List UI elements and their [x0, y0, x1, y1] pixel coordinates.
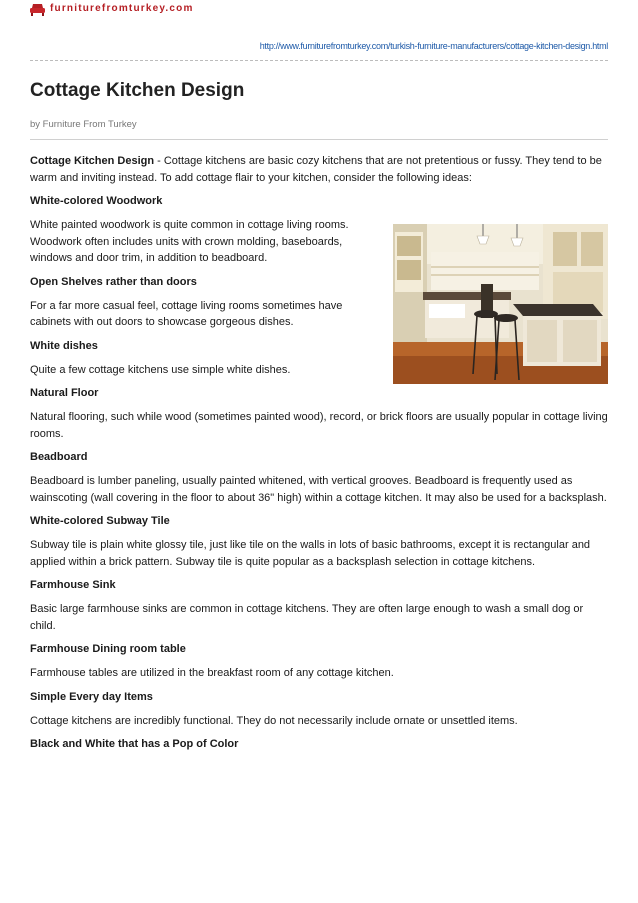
section-text: White painted woodwork is quite common in cottage living rooms. Woodwork often includes units with crown molding, baseboards, windows and door trim, in addition to beadboard.: [30, 219, 349, 264]
section-text: Subway tile is plain white glossy tile, just like tile on the walls in lots of basic bathrooms, except it is rectangular and applied within a brick pattern. Subway tile is quite popular as a backsplash selection in cottage kitchens.: [30, 539, 591, 568]
title-divider: [30, 139, 608, 140]
section-heading: Beadboard: [30, 451, 88, 463]
section-text: For a far more casual feel, cottage living rooms sometimes have cabinets with out doors to showcase gorgeous dishes.: [30, 299, 343, 328]
article-url-link[interactable]: http://www.furniturefromturkey.com/turkish-furniture-manufacturers/cottage-kitchen-design.html: [259, 41, 608, 51]
section-heading: Black and White that has a Pop of Color: [30, 738, 239, 750]
intro-text: - Cottage kitchens are basic cozy kitchens that are not pretentious or fussy. They tend to be warm and inviting instead. To add cottage flair to your kitchen, consider the following ideas:: [30, 155, 602, 184]
header-divider: [30, 60, 608, 61]
section-heading: Open Shelves rather than doors: [30, 275, 197, 288]
section-text: Beadboard is lumber paneling, usually painted whitened, with vertical grooves. Beadboard is frequently used as wainscoting (wall covering in the floor to about 36" high) within a cottage kitchen. It may also be used for a backsplash.: [30, 475, 607, 504]
section-text: Cottage kitchens are incredibly functional. They do not necessarily include ornate or unsettled items.: [30, 714, 518, 727]
section-text: Farmhouse tables are utilized in the breakfast room of any cottage kitchen.: [30, 667, 394, 679]
section-heading: Farmhouse Sink: [30, 579, 116, 591]
byline: by Furniture From Turkey: [30, 119, 137, 130]
section-heading: Simple Every day Items: [30, 690, 153, 703]
page-header: [30, 0, 608, 62]
section-text: Basic large farmhouse sinks are common in cottage kitchens. They are often large enough to wash a small dog or child.: [30, 603, 584, 632]
section-text: Natural flooring, such while wood (sometimes painted wood), record, or brick floors are usually popular in cottage living rooms.: [30, 411, 608, 440]
armchair-icon: [30, 3, 46, 17]
page-title: Cottage Kitchen Design: [30, 80, 245, 101]
section-heading: Farmhouse Dining room table: [30, 643, 186, 655]
section-heading: White-colored Subway Tile: [30, 515, 170, 527]
section-heading: Natural Floor: [30, 387, 99, 399]
section-heading: White dishes: [30, 339, 98, 352]
section-heading: White-colored Woodwork: [30, 195, 163, 207]
site-name[interactable]: furniturefromturkey.com: [50, 3, 194, 14]
article-body: [30, 153, 608, 760]
intro-label: Cottage Kitchen Design: [30, 155, 155, 167]
intro-paragraph: [30, 153, 608, 186]
section-text: Quite a few cottage kitchens use simple white dishes.: [30, 363, 291, 376]
